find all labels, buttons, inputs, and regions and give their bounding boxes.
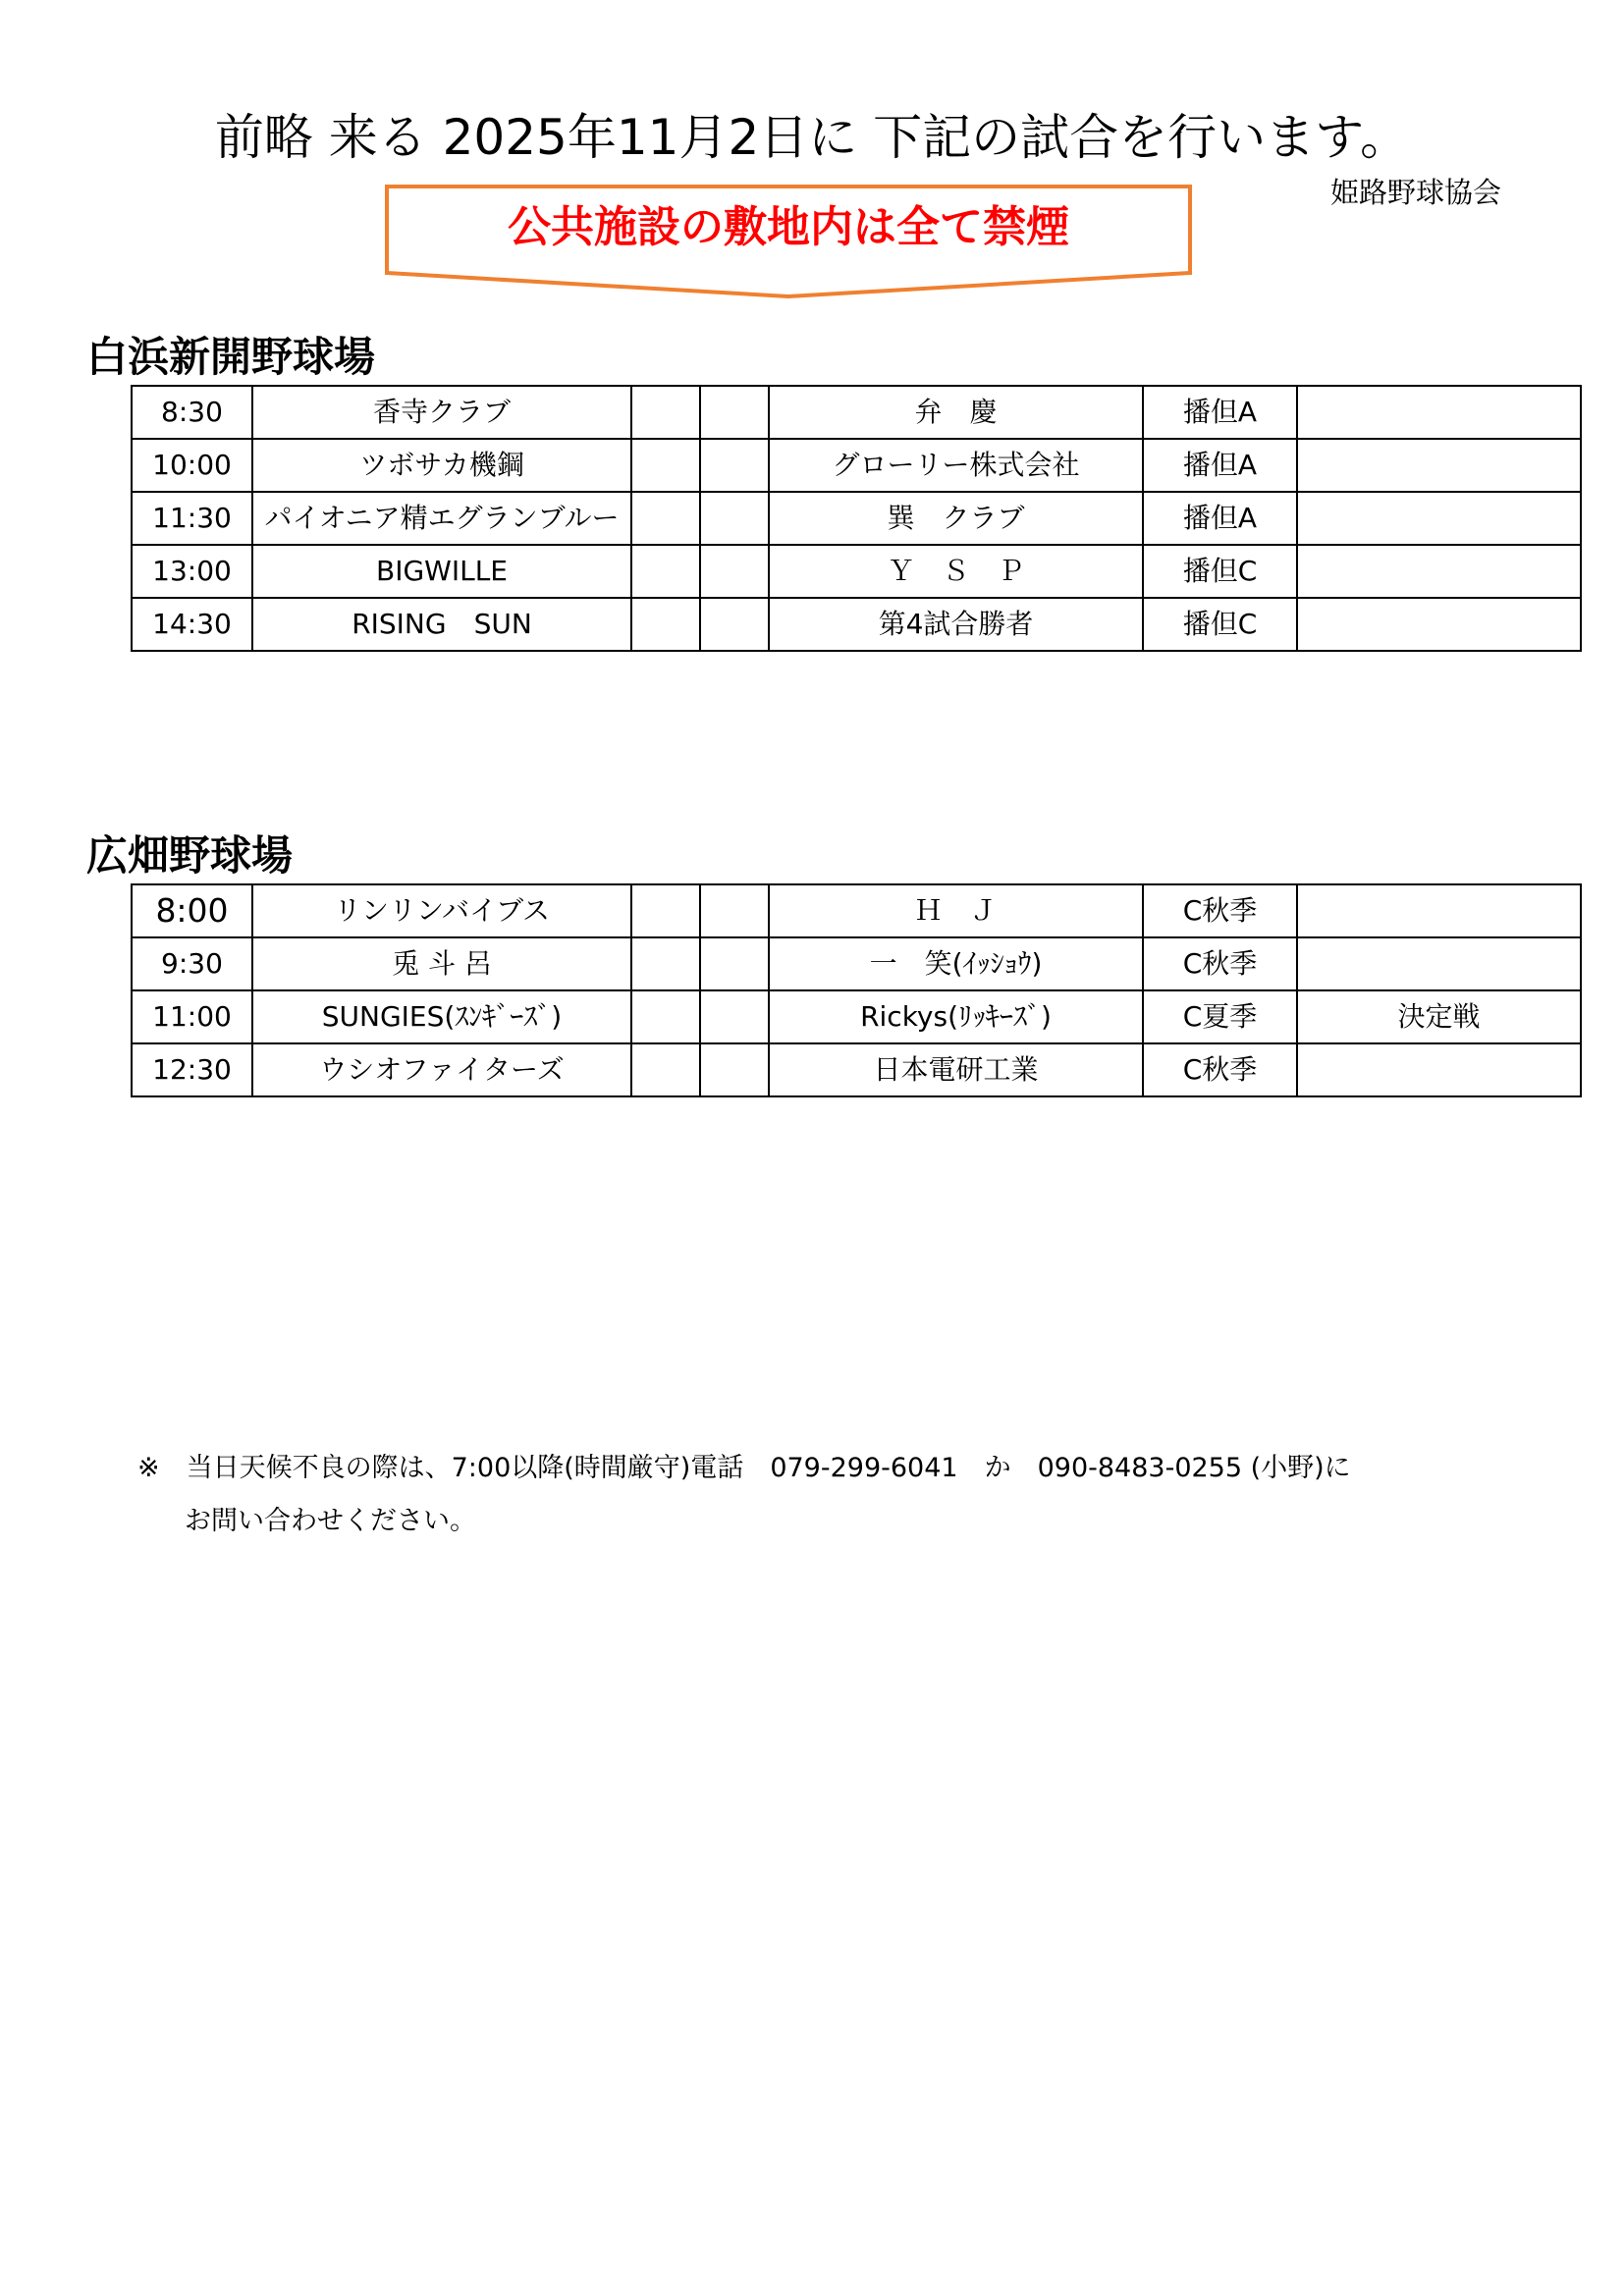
table-row: [132, 492, 1581, 545]
league-name-cell: 播但C: [1143, 598, 1297, 651]
away-score-cell: [700, 990, 769, 1043]
league-name-cell: 播但A: [1143, 439, 1297, 492]
schedule-table-shirahama: [131, 385, 1582, 652]
remarks-cell: 決定戦: [1297, 990, 1581, 1043]
headline: 前略 来る 2025年11月2日に 下記の試合を行います。: [214, 109, 1410, 166]
home-score-cell: [631, 884, 700, 937]
home-score-cell: [631, 1043, 700, 1096]
league-name-cell: C秋季: [1143, 1043, 1297, 1096]
away-score-cell: [700, 598, 769, 651]
home-score-cell: [631, 937, 700, 990]
home-score-cell: [631, 439, 700, 492]
remarks-cell: [1297, 598, 1581, 651]
remarks-cell: [1297, 1043, 1581, 1096]
away-score-cell: [700, 1043, 769, 1096]
home-score-cell: [631, 545, 700, 598]
away-team-cell: Rickys(ﾘｯｷｰｽﾞ): [769, 990, 1143, 1043]
remarks-cell: [1297, 884, 1581, 937]
table-row: [132, 884, 1581, 937]
match-time-cell: 12:30: [132, 1043, 252, 1096]
away-team-cell: 日本電研工業: [769, 1043, 1143, 1096]
home-team-cell: ツボサカ機鋼: [252, 439, 631, 492]
home-team-cell: RISING SUN: [252, 598, 631, 651]
away-team-cell: 弁 慶: [769, 386, 1143, 439]
match-time-cell: 11:00: [132, 990, 252, 1043]
away-team-cell: 第4試合勝者: [769, 598, 1143, 651]
league-name-cell: C夏季: [1143, 990, 1297, 1043]
away-score-cell: [700, 492, 769, 545]
league-name-cell: C秋季: [1143, 884, 1297, 937]
home-score-cell: [631, 492, 700, 545]
home-team-cell: 香寺クラブ: [252, 386, 631, 439]
home-team-cell: SUNGIES(ｽﾝｷﾞｰｽﾞ): [252, 990, 631, 1043]
table-row: [132, 1043, 1581, 1096]
away-score-cell: [700, 439, 769, 492]
remarks-cell: [1297, 386, 1581, 439]
match-time-cell: 10:00: [132, 439, 252, 492]
match-time-cell: 11:30: [132, 492, 252, 545]
away-team-cell: Ｙ Ｓ Ｐ: [769, 545, 1143, 598]
no-smoking-banner: [383, 183, 1194, 300]
away-team-cell: グローリー株式会社: [769, 439, 1143, 492]
away-team-cell: 一 笑(ｲｯｼｮｳ): [769, 937, 1143, 990]
venue-title-shirahama: 白浜新開野球場: [86, 333, 376, 381]
home-score-cell: [631, 598, 700, 651]
table-row: [132, 937, 1581, 990]
table-row: [132, 386, 1581, 439]
home-team-cell: パイオニア精エグランブルー: [252, 492, 631, 545]
home-score-cell: [631, 386, 700, 439]
away-score-cell: [700, 884, 769, 937]
remarks-cell: [1297, 439, 1581, 492]
home-team-cell: ウシオファイターズ: [252, 1043, 631, 1096]
weather-notice-continued: お問い合わせください。: [185, 1506, 476, 1536]
banner-text: 公共施設の敷地内は全て禁煙: [508, 202, 1069, 252]
table-row: [132, 439, 1581, 492]
home-score-cell: [631, 990, 700, 1043]
home-team-cell: BIGWILLE: [252, 545, 631, 598]
remarks-cell: [1297, 492, 1581, 545]
remarks-cell: [1297, 545, 1581, 598]
away-score-cell: [700, 386, 769, 439]
schedule-table-hirohata: [131, 883, 1582, 1097]
home-team-cell: 兎 斗 呂: [252, 937, 631, 990]
match-time-cell: 8:30: [132, 386, 252, 439]
organization-name: 姫路野球協会: [1330, 176, 1502, 209]
table-row: [132, 990, 1581, 1043]
league-name-cell: 播但A: [1143, 492, 1297, 545]
away-team-cell: Ｈ Ｊ: [769, 884, 1143, 937]
match-time-cell: 9:30: [132, 937, 252, 990]
match-time-cell: 8:00: [132, 884, 252, 937]
home-team-cell: リンリンバイブス: [252, 884, 631, 937]
table-row: [132, 598, 1581, 651]
league-name-cell: 播但C: [1143, 545, 1297, 598]
away-team-cell: 巽 クラブ: [769, 492, 1143, 545]
table-row: [132, 545, 1581, 598]
away-score-cell: [700, 937, 769, 990]
away-score-cell: [700, 545, 769, 598]
match-time-cell: 14:30: [132, 598, 252, 651]
league-name-cell: 播但A: [1143, 386, 1297, 439]
remarks-cell: [1297, 937, 1581, 990]
venue-title-hirohata: 広畑野球場: [86, 831, 294, 880]
league-name-cell: C秋季: [1143, 937, 1297, 990]
match-time-cell: 13:00: [132, 545, 252, 598]
weather-notice: ※ 当日天候不良の際は、7:00以降(時間厳守)電話 079-299-6041 か 090-8483-0255 (小野)に: [137, 1453, 1351, 1483]
